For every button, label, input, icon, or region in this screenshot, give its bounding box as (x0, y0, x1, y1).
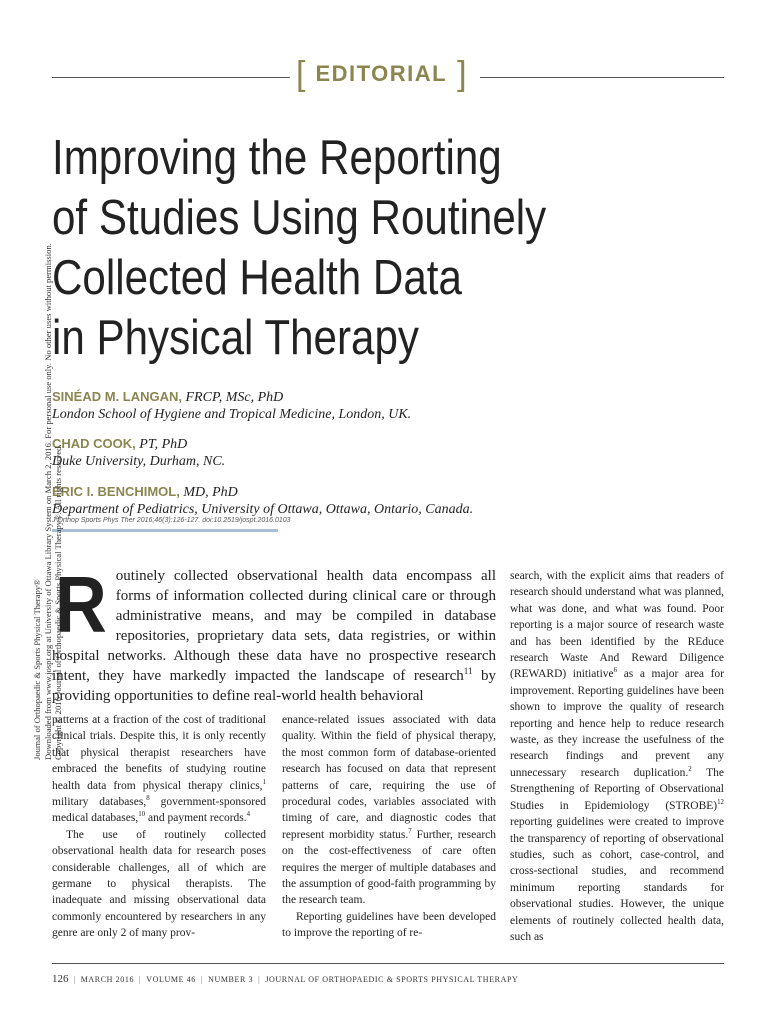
paragraph (282, 712, 496, 909)
author-block (52, 435, 712, 470)
author-name: CHAD COOK, (52, 436, 136, 451)
title-line: of Studies Using Routinely (52, 191, 547, 245)
lead-text-after: by providing opportunities to define real-world health behavioral (52, 668, 496, 704)
reference-mark: 7 (408, 828, 412, 836)
body-column-1 (52, 712, 266, 942)
title-line: in Physical Therapy (52, 311, 419, 365)
reference-mark: 11 (463, 666, 473, 676)
page-number: 126 (52, 973, 69, 985)
paragraph: Reporting guidelines have been developed to improve the reporting of re- (282, 910, 496, 940)
side-notice-line: Journal of Orthopaedic & Sports Physical Therapy® (32, 579, 42, 760)
citation-rule (52, 529, 278, 532)
section-label (296, 57, 467, 91)
section-label-text: EDITORIAL (315, 61, 448, 86)
paragraph (52, 712, 266, 827)
title-line: Collected Health Data (52, 251, 462, 305)
author-name: ERIC I. BENCHIMOL, (52, 484, 180, 499)
header-rule-right (480, 77, 724, 78)
footer-separator: | (73, 975, 76, 984)
text-run: as a major area for improvement. Reporting guidelines have been shown to improve the quality of research reporting and hence help to reduce research waste, as they increase the usefulness of the research findings and prevent any unnecessary research duplication. (510, 668, 725, 779)
text-run: Further, research on the cost-effectiveness of care often requires the merger of multiple databases and the assumption of good-faith programming by the research team. (282, 828, 496, 907)
footer-separator: | (200, 975, 204, 984)
reference-mark: 6 (613, 667, 618, 675)
text-run: search, with the explicit aims that readers of research should understand what was planned, what was done, and what was found. Poor reporting is a major source of research waste and has been identified by the REduce research Waste And Reward Diligence (REWARD) initiative (510, 570, 724, 681)
reference-mark: 1 (262, 778, 266, 786)
author-affiliation: Duke University, Durham, NC. (52, 454, 226, 469)
bracket-close: ] (457, 55, 467, 93)
footer-rule (52, 963, 724, 964)
body-column-2 (282, 712, 496, 942)
side-notice-line: Copyright © 2016 Journal of Orthopaedic & Sports Physical Therapy®. All rights reserved. (53, 444, 63, 760)
text-run: and payment records. (145, 812, 247, 825)
journal-name: JOURNAL OF ORTHOPAEDIC & SPORTS PHYSICAL THERAPY (265, 975, 519, 984)
author-credentials: MD, PhD (183, 485, 238, 500)
drop-cap: R (54, 560, 107, 649)
body-column-3 (510, 568, 724, 945)
lead-text: outinely collected observational health data encompass all forms of information collected during clinical care or through administrative means, and may be compiled in database repositories, proprietary data sets, data registries, or within hospital networks. Although these data have no prospective research intent, they have markedly impacted the landscape of research (52, 568, 496, 684)
author-block (52, 483, 712, 518)
text-run: enance-related issues associated with data quality. Within the field of physical therapy, the most common form of database-oriented research has focused on data that represent patterns of care, requiring the use of procedural codes, variables associated with timing of care, and diagnostic codes that represent morbidity status. (282, 714, 496, 841)
text-run: military databases, (52, 796, 147, 809)
side-notice-line: Downloaded from www.jospt.org at University of Ottawa Library System on March 2, 2016. For personal use only. No other uses without permission. (42, 243, 53, 760)
paragraph (510, 568, 724, 945)
lead-paragraph (52, 560, 496, 706)
author-block (52, 388, 712, 423)
header-rule-left (52, 77, 290, 78)
volume: VOLUME 46 (146, 975, 196, 984)
reference-mark: 12 (717, 798, 724, 806)
paragraph: The use of routinely collected observational health data for research poses considerable challenges, all of which are germane to physical therapists. The inadequate and missing observational data commonly encountered by researchers in any genre are only 2 of many prov- (52, 828, 266, 940)
footer-separator: | (139, 975, 142, 984)
text-run: government-sponsored medical databases, (52, 796, 266, 825)
page-footer (52, 973, 518, 985)
citation: J Orthop Sports Phys Ther 2016;46(3):126-127. doi:10.2519/jospt.2016.0103 (52, 517, 291, 524)
author-affiliation: London School of Hygiene and Tropical Medicine, London, UK. (52, 407, 412, 422)
text-run: reporting guidelines were created to improve the transparency of reporting of observational studies, such as cohort, case-control, and cross-sectional studies, and recommend minimum reporting standards for observational studies. However, the unique elements of routinely collected health data, such as (510, 816, 724, 943)
text-run: patterns at a fraction of the cost of traditional clinical trials. Despite this, it is only recently that physical therapist researchers have embraced the benefits of studying routine health data from physical therapy clinics, (52, 714, 266, 792)
issue-number: NUMBER 3 (208, 975, 254, 984)
author-credentials: FRCP, MSc, PhD (185, 390, 284, 405)
author-name: SINÉAD M. LANGAN, (52, 389, 182, 404)
reference-mark: 4 (246, 811, 251, 819)
reference-mark: 2 (688, 766, 692, 774)
issue-date: MARCH 2016 (80, 975, 135, 984)
reference-mark: 8 (146, 795, 150, 803)
footer-separator: | (258, 975, 261, 984)
reference-mark: 10 (138, 811, 146, 819)
text-run: The Strengthening of Reporting of Observational Studies in Epidemiology (STROBE) (510, 766, 724, 812)
bracket-open: [ (296, 55, 306, 93)
article-title (52, 128, 637, 368)
author-affiliation: Department of Pediatrics, University of Ottawa, Ottawa, Ontario, Canada. (52, 502, 474, 517)
author-credentials: PT, PhD (139, 437, 188, 452)
title-line: Improving the Reporting (52, 131, 502, 185)
